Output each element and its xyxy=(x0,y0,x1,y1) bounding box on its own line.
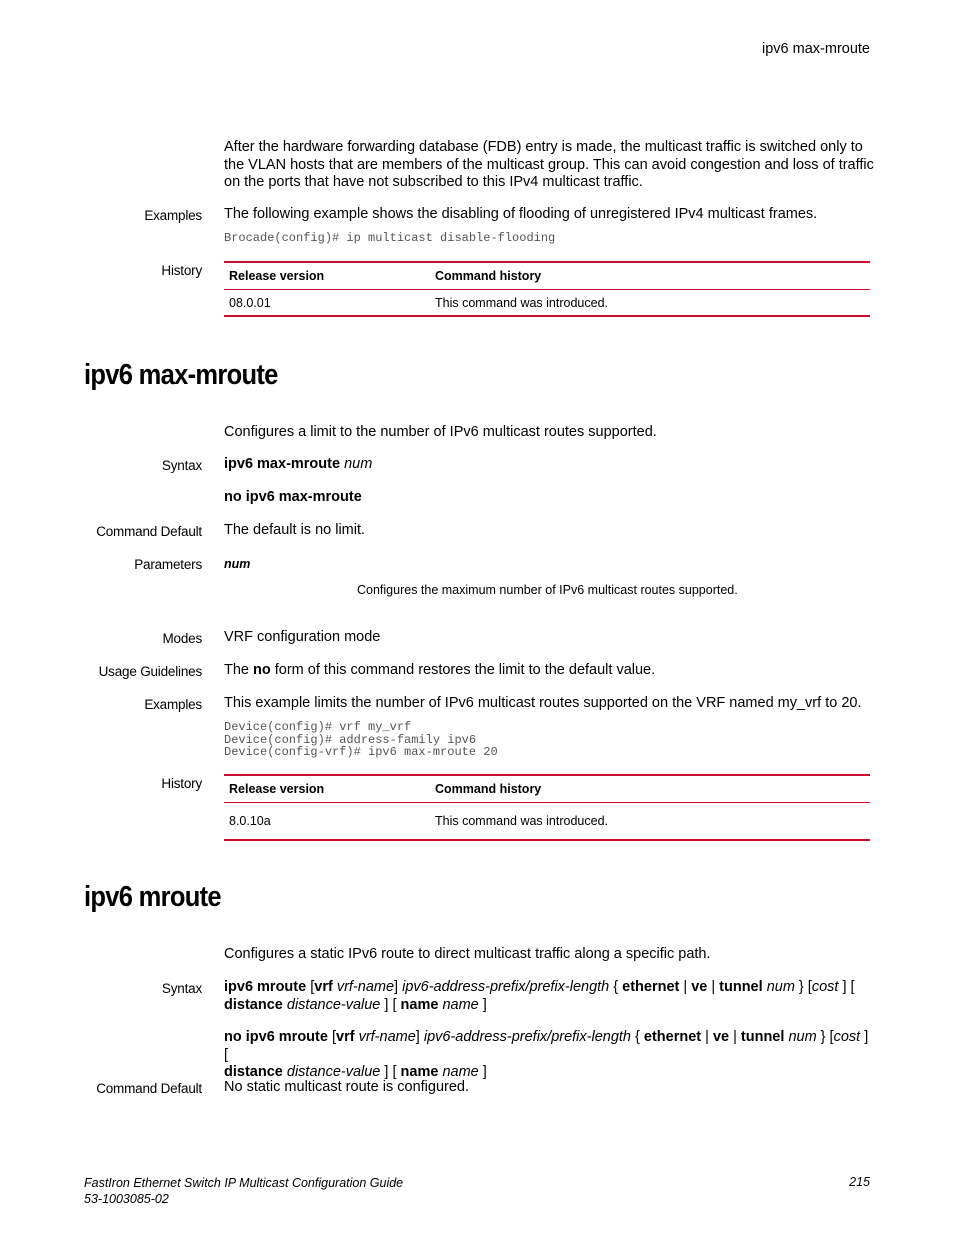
history-table xyxy=(224,261,870,317)
usage-guidelines-text: The no form of this command restores the limit to the default value. xyxy=(224,662,656,678)
syntax-label: Syntax xyxy=(161,981,202,996)
intro-paragraph: After the hardware forwarding database (FDB) entry is made, the multicast traffic is switched only to the VLAN hosts that are members of the multicast group. This can avoid congestion and loss of traffic on the ports that have not subscribed to this IPv4 multicast traffic. xyxy=(224,139,874,190)
table-cell: This command was introduced. xyxy=(430,290,870,317)
command-default-label: Command Default xyxy=(96,524,202,539)
table-cell: 8.0.10a xyxy=(224,803,430,841)
table-header-row xyxy=(224,262,870,290)
description: Configures a static IPv6 route to direct multicast traffic along a specific path. xyxy=(224,946,711,962)
column-header: Command history xyxy=(430,262,870,290)
history-label: History xyxy=(161,776,202,791)
code-block: Device(config)# vrf my_vrf Device(config)# address-family ipv6 Device(config-vrf)# ipv6 max-mroute 20 xyxy=(224,720,498,759)
footer-doc-number: 53-1003085-02 xyxy=(84,1192,169,1206)
command-default-label: Command Default xyxy=(96,1081,202,1096)
syntax-argument: num xyxy=(344,456,373,472)
section-heading: ipv6 mroute xyxy=(84,881,221,913)
table-row xyxy=(224,803,870,841)
description: Configures a limit to the number of IPv6 multicast routes supported. xyxy=(224,424,657,440)
syntax-line xyxy=(224,456,874,474)
footer-guide-title: FastIron Ethernet Switch IP Multicast Configuration Guide xyxy=(84,1176,404,1190)
parameter-name xyxy=(224,556,874,574)
parameters-label: Parameters xyxy=(134,557,202,572)
page-number: 215 xyxy=(849,1175,870,1189)
command-default-text: No static multicast route is configured. xyxy=(224,1079,469,1095)
syntax-no-command: no ipv6 max-mroute xyxy=(224,489,362,505)
section-heading: ipv6 max-mroute xyxy=(84,359,278,391)
parameter-description: Configures the maximum number of IPv6 multicast routes supported. xyxy=(357,583,738,597)
modes-label: Modes xyxy=(162,631,202,646)
examples-text: This example limits the number of IPv6 multicast routes supported on the VRF named my_vrf to 20. xyxy=(224,695,862,711)
syntax-no-form: no ipv6 mroute [vrf vrf-name] ipv6-address-prefix/prefix-length { ethernet | ve | tunnel num } [cost ] [ distance distance-value ] [ name name ] xyxy=(224,1029,869,1080)
column-header: Release version xyxy=(224,775,430,803)
history-table xyxy=(224,774,870,841)
syntax-line: ipv6 mroute [vrf vrf-name] ipv6-address-prefix/prefix-length { ethernet | ve | tunnel num } [cost ] [ distance distance-value ] [ name name ] xyxy=(224,979,855,1013)
column-header: Command history xyxy=(430,775,870,803)
table-row xyxy=(224,290,870,317)
usage-guidelines-label: Usage Guidelines xyxy=(98,664,202,679)
parameter-name-text: num xyxy=(224,557,251,571)
table-cell: This command was introduced. xyxy=(430,803,870,841)
examples-label: Examples xyxy=(144,697,202,712)
command-default-text: The default is no limit. xyxy=(224,522,366,538)
syntax-no-form xyxy=(224,489,874,507)
running-header: ipv6 max-mroute xyxy=(762,41,870,57)
syntax-command: ipv6 max-mroute xyxy=(224,456,341,472)
code-block: Brocade(config)# ip multicast disable-flooding xyxy=(224,231,556,245)
table-cell: 08.0.01 xyxy=(224,290,430,317)
modes-text: VRF configuration mode xyxy=(224,629,381,645)
column-header: Release version xyxy=(224,262,430,290)
examples-label: Examples xyxy=(144,208,202,223)
examples-text: The following example shows the disabling of flooding of unregistered IPv4 multicast frames. xyxy=(224,206,818,222)
history-label: History xyxy=(161,263,202,278)
syntax-label: Syntax xyxy=(161,458,202,473)
table-header-row xyxy=(224,775,870,803)
